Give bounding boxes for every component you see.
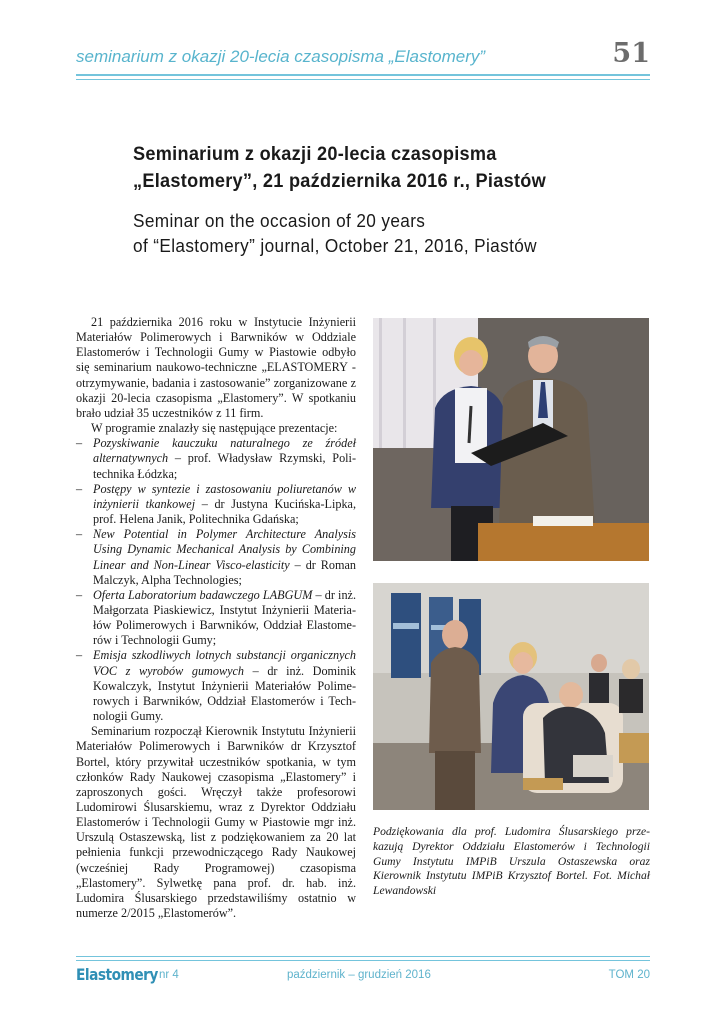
header-rule-thin bbox=[76, 79, 650, 80]
article-body bbox=[76, 315, 356, 921]
photo-speakers-illustration bbox=[373, 318, 649, 561]
issue-date: październik – grudzień 2016 bbox=[287, 969, 431, 981]
presentation-list bbox=[76, 436, 356, 724]
presentation-title: Oferta Laboratorium badawczego LABGUM bbox=[93, 587, 313, 602]
photo-award-ceremony bbox=[373, 583, 649, 810]
presentation-title: New Potential in Polymer Architecture Analysis Using Dynamic Mechanical Analysis by Combining Linear and Non-Linear Visco-elasticity bbox=[93, 527, 356, 572]
presentation-author: – prof. Władysław Rzymski, Politechnika Łódzka; bbox=[93, 451, 356, 481]
program-intro: W programie znalazły się następujące prezentacje: bbox=[91, 421, 338, 436]
issue-number: nr 4 bbox=[159, 969, 179, 981]
journal-logo: Elastomery bbox=[76, 965, 158, 984]
header-rule bbox=[76, 74, 650, 76]
intro-paragraph: 21 października 2016 roku w Instytucie Inżynierii Materiałów Polimerowych i Barwników w Oddziale Elastomerów i Technologii Gumy w Piastowie odbyło się seminarium naukowo-techniczne „ELASTOMERY - otrzymywanie, badania i zastosowanie” zorganizowane z okazji 20-lecia czasopisma „Elastomery”. W spotkaniu brało udział 35 uczestników z 11 firm. bbox=[76, 315, 356, 420]
volume-label: TOM 20 bbox=[608, 969, 650, 981]
presentation-item bbox=[76, 482, 356, 527]
presentation-item bbox=[76, 527, 356, 588]
title-pl-line-2: „Elastomery”, 21 października 2016 r., Piastów bbox=[133, 170, 547, 192]
footer-rule-thick bbox=[76, 956, 650, 957]
presentation-item bbox=[76, 648, 356, 724]
photo-caption: Podziękowania dla prof. Ludomira Ślusarskiego przekazują Dyrektor Oddziału Elastomerów i Technologii Gumy Instytutu IMPiB Urszula Ostaszewska oraz Kierownik Instytutu IMPiB Krzysztof Bortel. Fot. Michał Lewandowski bbox=[373, 825, 650, 898]
title-en-line-1: Seminar on the occasion of 20 years bbox=[133, 210, 426, 231]
article-title-polish bbox=[133, 141, 617, 195]
presentation-item bbox=[76, 588, 356, 649]
running-title: seminarium z okazji 20-lecia czasopisma „Elastomery” bbox=[76, 47, 486, 66]
photo-speakers-podium bbox=[373, 318, 649, 561]
footer-rule-thin bbox=[76, 960, 650, 961]
article-title-english bbox=[133, 208, 617, 258]
presentation-author: – dr Roman Malczyk, Alpha Technologies; bbox=[93, 557, 356, 587]
presentation-item bbox=[76, 436, 356, 481]
photo-ceremony-illustration bbox=[373, 583, 649, 810]
presentation-title: Pozyskiwanie kauczuku naturalnego ze źródeł alternatywnych bbox=[93, 436, 356, 466]
presentation-author: – dr Justyna Kucińska-Lipka, prof. Helena Janik, Politechnika Gdańska; bbox=[93, 496, 357, 527]
presentation-title: Postępy w syntezie i zastosowaniu poliuretanów w inżynierii tkankowej bbox=[93, 481, 356, 511]
presentation-author: – dr inż. Małgorzata Piaskiewicz, Instytut Inżynierii Materiałów Polimerowych i Barwników, Oddział Elastomerów i Technologii Gumy; bbox=[93, 587, 356, 648]
page-number: 51 bbox=[612, 38, 650, 69]
presentation-author: – dr inż. Dominik Kowalczyk, Instytut Inżynierii Materiałów Polimerowych i Barwników, Oddział Elastomerów i Technologii Gumy. bbox=[93, 663, 356, 724]
presentation-title: Emisja szkodliwych lotnych substancji organicznych VOC z wyrobów gumowych bbox=[93, 648, 356, 678]
title-en-line-2: of “Elastomery” journal, October 21, 2016, Piastów bbox=[133, 235, 537, 256]
closing-paragraph: Seminarium rozpoczął Kierownik Instytutu Inżynierii Materiałów Polimerowych i Barwników dr Krzysztof Bortel, który przywitał uczestników spotkania, w tym członków Rady Naukowej czasopisma „Elastomery” i zaproszonych gości. Wręczył także profesorowi Ludomirowi Ślusarskiemu, wraz z Dyrektor Oddziału Elastomerów i Technologii Gumy w Piastowie mgr inż. Urszulą Ostaszewską, list z podziękowaniem za 20 lat pełnienia funkcji przewodniczącego Rady Naukowej (wcześniej Rady Programowej) czasopisma „Elastomery”. Sylwetkę pana prof. dr. hab. inż. Ludomira Ślusarskiego przedstawiliśmy ostatnio w numerze 2/2015 „Elastomerów”. bbox=[76, 724, 356, 921]
title-pl-line-1: Seminarium z okazji 20-lecia czasopisma bbox=[133, 143, 497, 165]
